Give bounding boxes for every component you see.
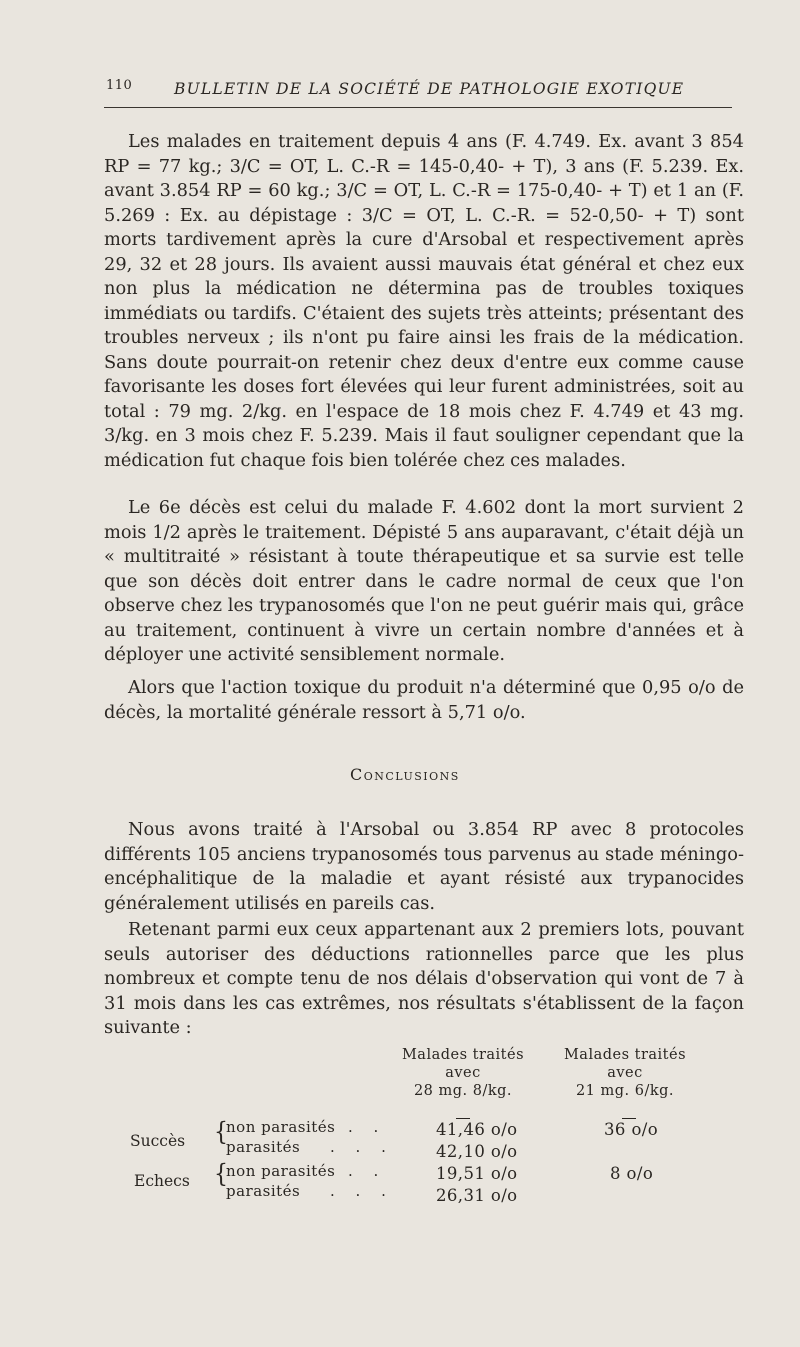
table-value: 41,46 o/o bbox=[436, 1120, 518, 1139]
leader-dots: . . . bbox=[330, 1182, 394, 1200]
column-header-dose: 21 mg. 6/kg. bbox=[575, 1083, 675, 1099]
brace-icon: { bbox=[214, 1118, 228, 1147]
page-header bbox=[104, 74, 732, 108]
table-value: 19,51 o/o bbox=[436, 1164, 518, 1183]
section-heading-conclusions: Conclusions bbox=[350, 765, 460, 784]
table-value: 8 o/o bbox=[610, 1164, 654, 1183]
table-value: 26,31 o/o bbox=[436, 1186, 518, 1205]
leader-dots: . . . bbox=[330, 1138, 394, 1156]
column-header-28mg bbox=[388, 1046, 538, 1100]
column-header-line: avec bbox=[607, 1065, 643, 1081]
paragraph-late-deaths: Les malades en traitement depuis 4 ans (F. 4.749. Ex. avant 3 854 RP = 77 kg.; 3/C = OT, L. C.-R = 145-0,40- + T), 3 ans (F. 5.239. Ex. avant 3.854 RP = 60 kg.; 3/C = OT, L. C.-R = 175-0,40- + T) et 1 an (F. 5.269 : Ex. au dépistage : 3/C = OT, L. C.-R. = 52-0,50- + T) sont morts tardivement après la cure d'Arsobal et respectivement après 29, 32 et 28 jours. Ils avaient aussi mauvais état général et chez eux non plus la médication ne détermina pas de troubles toxiques immédiats ou tardifs. C'étaient des sujets très atteints; présentant des troubles nerveux ; ils n'ont pu faire ainsi les frais de la médication. Sans doute pourrait-on retenir chez deux d'entre eux comme cause favorisante les doses fort élevées qui leur furent administrées, soit au total : 79 mg. 2/kg. en l'espace de 18 mois chez F. 4.749 et 43 mg. 3/kg. en 3 mois chez F. 5.239. Mais il faut souligner cependant que la médication fut chaque fois bien tolérée chez ces malades. bbox=[104, 131, 744, 471]
paragraph-mortality: Alors que l'action toxique du produit n'a déterminé que 0,95 o/o de décès, la mortalité générale ressort à 5,71 o/o. bbox=[104, 677, 744, 723]
row-label: parasités bbox=[226, 1182, 301, 1200]
table-value: 42,10 o/o bbox=[436, 1142, 518, 1161]
column-header-line: Malades traités bbox=[401, 1047, 525, 1063]
running-head: BULLETIN DE LA SOCIÉTÉ DE PATHOLOGIE EXOTIQUE bbox=[174, 80, 685, 98]
column-dash bbox=[622, 1118, 636, 1119]
brace-icon: { bbox=[214, 1160, 228, 1189]
paragraph-conclusions-summary: Nous avons traité à l'Arsobal ou 3.854 RP avec 8 protocoles différents 105 anciens trypanosomés tous parvenus au stade méningo-encéphalitique de la maladie et ayant résisté aux trypanocides généralement utilisés en pareils cas. bbox=[104, 819, 744, 914]
group-label-echecs: Echecs bbox=[134, 1172, 190, 1190]
group-label-succes: Succès bbox=[130, 1132, 186, 1150]
column-dash bbox=[456, 1118, 470, 1119]
paragraph-sixth-death: Le 6e décès est celui du malade F. 4.602 dont la mort survient 2 mois 1/2 après le traitement. Dépisté 5 ans auparavant, c'était déjà un « multitraité » résistant à toute thérapeutique et sa survie est telle que son décès doit entrer dans le cadre normal de ceux que l'on observe chez les trypanosomés que l'on ne peut guérir mais qui, grâce au traitement, continuent à vivre un certain nombre d'années et à déployer une activité sensiblement normale. bbox=[104, 497, 744, 665]
column-header-21mg bbox=[550, 1046, 700, 1100]
column-header-line: Malades traités bbox=[563, 1047, 687, 1063]
column-header-dose: 28 mg. 8/kg. bbox=[413, 1083, 513, 1099]
header-rule bbox=[104, 107, 732, 108]
row-label: parasités bbox=[226, 1138, 301, 1156]
page-number: 110 bbox=[106, 78, 133, 93]
row-label: non parasités bbox=[226, 1162, 336, 1180]
paragraph-results-intro: Retenant parmi eux ceux appartenant aux 2 premiers lots, pouvant seuls autoriser des déductions rationnelles parce que les plus nombreux et compte tenu de nos délais d'observation qui vont de 7 à 31 mois dans les cas extrêmes, nos résultats s'établissent de la façon suivante : bbox=[104, 919, 744, 1038]
row-label: non parasités bbox=[226, 1118, 336, 1136]
table-value: 36 o/o bbox=[604, 1120, 659, 1139]
column-header-line: avec bbox=[445, 1065, 481, 1081]
leader-dots: . . bbox=[348, 1162, 387, 1180]
results-table bbox=[130, 1046, 730, 1216]
leader-dots: . . bbox=[348, 1118, 387, 1136]
